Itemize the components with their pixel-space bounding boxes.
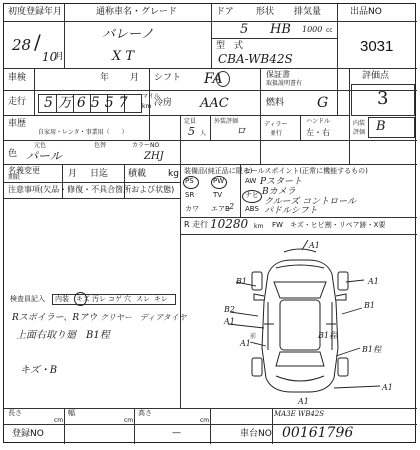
mark-b1-roof: B1程	[318, 331, 337, 340]
rule	[272, 408, 273, 444]
equip-sr: SR	[185, 191, 195, 199]
wheel-rl	[252, 358, 262, 376]
height-label: 高さ	[138, 409, 152, 417]
car-damage-diagram	[184, 238, 414, 406]
handle-label: ハンドル	[306, 118, 331, 125]
shape-label: 形状	[256, 7, 275, 17]
rule	[211, 4, 212, 68]
rule	[4, 164, 417, 165]
length-label: 長さ	[8, 409, 22, 417]
interior-sub: 評価	[353, 129, 366, 136]
dealer-label: ディラー	[264, 121, 288, 128]
loading-label: 積載	[128, 169, 147, 179]
ext-eval-value: ロ	[236, 126, 246, 137]
roof	[280, 300, 320, 350]
color-repaint-label: 色替	[94, 142, 107, 149]
mileage-unit: km	[142, 103, 152, 110]
airbag-count: 2	[229, 202, 235, 211]
legend-burn: コゲ	[108, 295, 122, 303]
shaken-label: 車検	[8, 73, 27, 83]
circle-ps	[183, 176, 199, 189]
door-label: ドア	[216, 7, 234, 17]
sales-point-1: Pスタート	[260, 177, 303, 187]
color-label: 色	[8, 149, 18, 159]
rule	[260, 68, 261, 164]
damage-legend: FW キズ・ヒビ割・リペア跡・X要	[272, 221, 386, 229]
handle-value: 左・右	[306, 128, 330, 137]
odometer-value: 10280	[210, 217, 249, 231]
sales-point-4: パドルシフト	[264, 206, 318, 216]
ac-value: AAC	[200, 96, 229, 111]
equip-aw: AW	[245, 177, 257, 185]
displacement-unit: cc	[326, 27, 333, 34]
equip-abs: ABS	[245, 205, 259, 213]
rule	[4, 182, 180, 183]
door-value: 5	[240, 22, 249, 37]
grade-value: X T	[112, 49, 135, 64]
lot-label: 出品NO	[350, 7, 382, 17]
shape-value: HB	[270, 22, 291, 37]
history-label: 車歴	[8, 119, 27, 129]
chassis-model-value: MA3E WB42S	[274, 410, 325, 418]
rule	[4, 198, 180, 199]
lot-number: 3031	[360, 38, 394, 55]
height-unit: cm	[200, 417, 210, 424]
model-name-value: バレーノ	[102, 27, 154, 42]
color-no-label: カラーNO	[132, 142, 160, 149]
equip-leather: カワ	[185, 205, 199, 213]
capacity-value: 5	[188, 125, 195, 138]
mirror-left	[254, 294, 264, 300]
equip-ps: PS	[185, 177, 194, 185]
inspection-note-4: キズ・B	[20, 365, 58, 376]
length-unit: cm	[54, 417, 64, 424]
equip-tv: TV	[213, 191, 223, 199]
history-sub: 自家用・レンタ・事業用（ ）	[38, 129, 128, 136]
inspection-label: 検査員記入	[10, 295, 45, 303]
reissue-month: 月	[68, 169, 78, 179]
tail-line	[276, 376, 324, 381]
rule	[300, 115, 301, 140]
rule	[180, 115, 181, 408]
mark-a1-door: A1	[240, 339, 251, 348]
reissue-day: 日迄	[90, 169, 109, 179]
equip-pw: PW	[213, 177, 225, 185]
mark-a1-rr: A1	[382, 383, 393, 392]
mark-a1-left: A1	[224, 317, 235, 326]
interior-value: B	[376, 119, 386, 134]
dash: —	[172, 428, 181, 438]
rule	[180, 234, 417, 235]
rule	[64, 4, 65, 68]
rule	[4, 68, 417, 69]
legend-rub: スレ	[136, 295, 150, 303]
mirror-right	[336, 294, 346, 300]
front-label: 前	[250, 333, 257, 340]
score-value: 3	[377, 88, 389, 109]
legend-hole: 穴	[124, 295, 131, 303]
reissue-sub: 期限	[8, 174, 21, 181]
reg-month-unit: 月	[55, 52, 65, 62]
sales-point-3: クルーズ コントロール	[264, 197, 356, 207]
shift-label: シフト	[154, 73, 182, 83]
wheel-fl	[252, 272, 262, 290]
dealer-sub: 並行	[270, 130, 283, 137]
shift-circle	[216, 71, 230, 87]
legend-dirt: 汚レ	[92, 295, 106, 303]
displacement-label: 排気量	[294, 7, 322, 17]
rule	[337, 4, 338, 115]
model-code-label: 型 式	[216, 41, 244, 51]
rule	[4, 140, 417, 141]
circle-pw	[211, 176, 227, 189]
rule	[349, 68, 350, 164]
inspection-note-3: 上面右取り廻 B1程	[16, 330, 110, 341]
color-original-label: 元色	[34, 142, 47, 149]
legend-scratch: キズ	[76, 295, 90, 303]
reg-no-label: 登録NO	[12, 429, 44, 439]
capacity-label: 定員	[184, 118, 197, 125]
mark-b1-left: B1	[236, 277, 247, 286]
mileage-note: マイル	[142, 93, 160, 100]
rear-window	[276, 352, 324, 366]
legend-interior: 内装	[55, 295, 69, 303]
notes-label: 注意事項(欠品・修復・不具合箇所および状態)	[8, 185, 175, 194]
width-unit: cm	[124, 417, 134, 424]
mark-a1-front: A1	[309, 241, 320, 250]
chassis-label: 車台NO	[240, 429, 272, 439]
wheel-fr	[338, 272, 348, 290]
wheel-rr	[338, 358, 348, 376]
mark-b1-right: B1	[364, 301, 375, 310]
mark-a1-rear: A1	[298, 397, 309, 406]
mark-a1-right: A1	[368, 277, 379, 286]
mileage-value: 5万6557	[44, 95, 133, 111]
color-value: パール	[26, 149, 62, 163]
circle-navi	[242, 190, 262, 203]
displacement-value: 1000	[302, 25, 323, 34]
capacity-unit: 人	[200, 130, 207, 137]
windshield	[274, 282, 326, 298]
warranty-sub: 取扱説明書有	[266, 80, 303, 87]
mark-b1-side: B1程	[362, 345, 381, 354]
rule	[34, 68, 35, 115]
chassis-number: 00161796	[282, 425, 354, 441]
legend-scratch-circle	[74, 292, 87, 306]
date-slash: /	[34, 30, 41, 54]
car-body-outline	[262, 260, 338, 392]
mark-b2: B2	[224, 305, 235, 314]
rule	[210, 408, 211, 444]
interior-label: 内装	[353, 120, 366, 127]
equipment-title: 装備品(純正品に限る)	[184, 167, 253, 175]
hood-line	[276, 265, 324, 268]
width-label: 幅	[68, 409, 75, 417]
score-label: 評価点	[362, 71, 390, 81]
reg-year-label: 初度登録年月	[8, 7, 63, 17]
shift-value: FA	[204, 71, 223, 87]
rule	[64, 408, 65, 444]
rule	[134, 408, 135, 444]
equip-airbag: エアB	[211, 205, 230, 213]
ext-eval-label: 外装評価	[214, 118, 239, 125]
reg-year-value: 28	[12, 36, 32, 54]
equip-navi: ナビ	[245, 191, 259, 199]
warranty-label: 保証書	[266, 70, 290, 79]
model-code-value: CBA-WB42S	[218, 52, 293, 66]
rule	[4, 115, 349, 116]
rule	[211, 38, 337, 39]
mileage-label: 走行	[8, 97, 27, 107]
fuel-label: 燃料	[266, 98, 285, 108]
ac-label: 冷房	[154, 98, 173, 108]
inspection-header	[10, 294, 176, 306]
shaken-year: 年	[100, 73, 110, 83]
fuel-value: G	[317, 95, 329, 111]
reg-month-value: 10	[42, 50, 58, 64]
color-no-value: ZHJ	[144, 151, 164, 162]
model-name-label: 通称車名・グレード	[96, 7, 178, 17]
sales-point-2: Bカメラ	[262, 187, 296, 197]
auction-inspection-sheet	[3, 3, 416, 443]
legend-cut: キレ	[154, 295, 168, 303]
inspection-note-1: Rスポイラー、Rアウ	[12, 313, 98, 323]
rule	[210, 115, 211, 140]
odometer-unit: km	[254, 223, 264, 230]
loading-unit: kg	[168, 169, 179, 179]
reissue-label: 名義変更	[8, 166, 40, 175]
odometer-label: R 走行	[184, 220, 209, 229]
sales-points-title: セールスポイント(正常に機能するもの)	[244, 167, 368, 175]
inspection-note-2: クリヤー ディアタイヤ	[100, 313, 187, 322]
shaken-month: 月	[130, 73, 140, 83]
